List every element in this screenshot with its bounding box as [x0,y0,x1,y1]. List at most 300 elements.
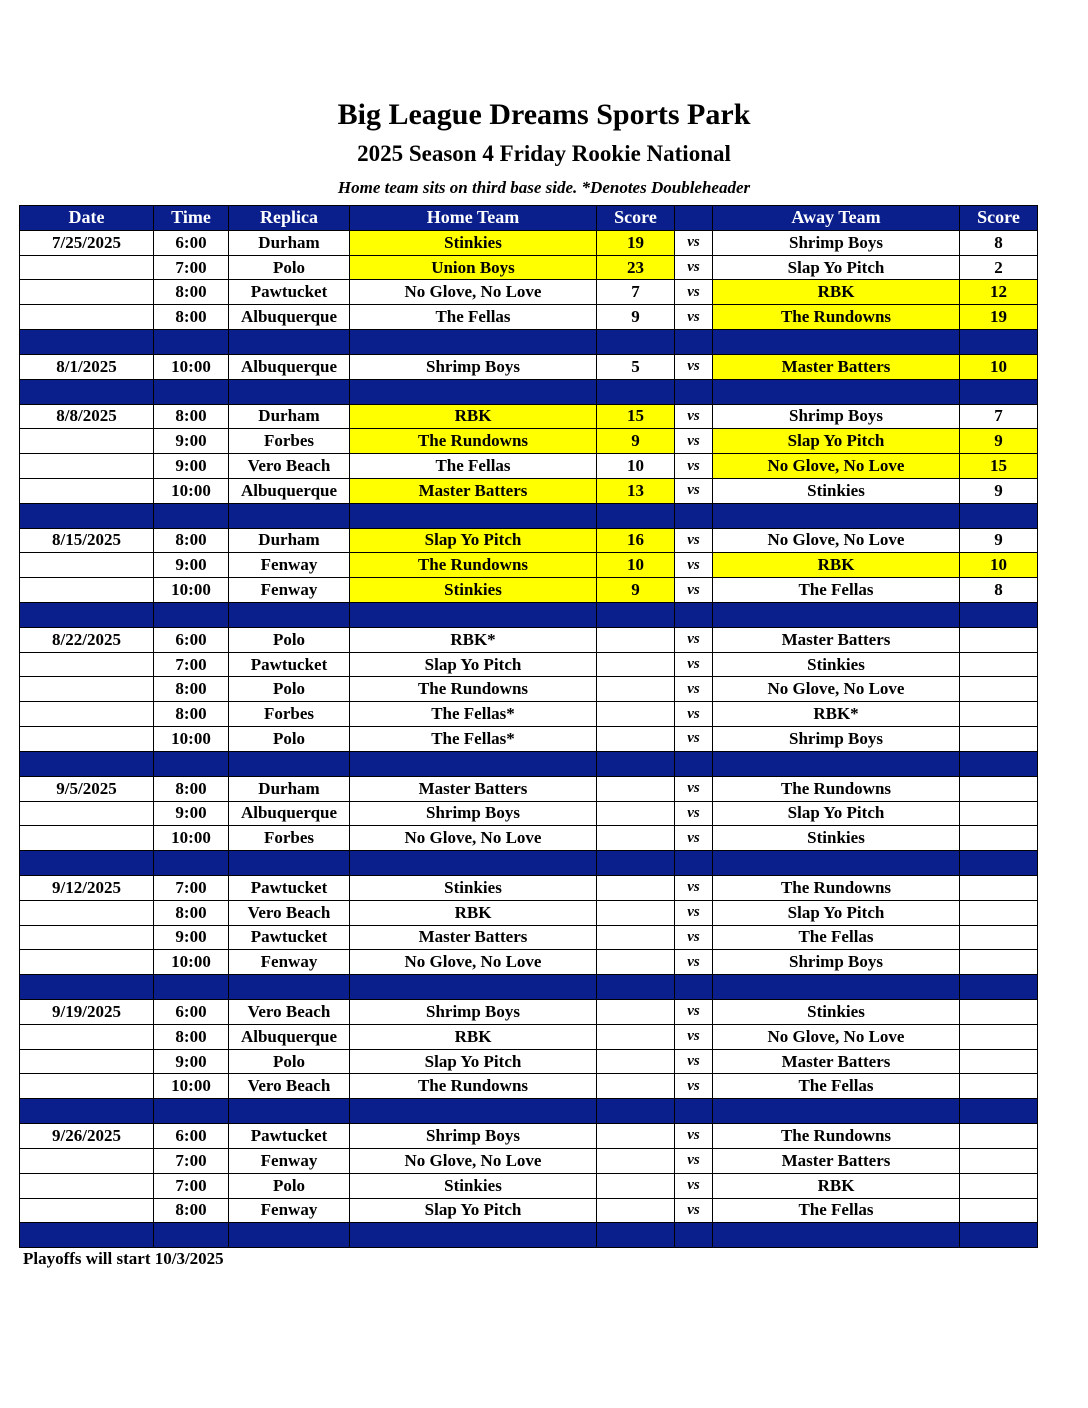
away-team-cell: Stinkies [713,1000,960,1025]
replica-cell: Polo [229,255,350,280]
away-team-cell: Stinkies [713,652,960,677]
separator-cell [154,851,229,876]
vs-label: vs [675,652,713,677]
separator-cell [713,330,960,355]
game-row [20,1124,1038,1149]
separator-cell [20,503,154,528]
time-cell: 7:00 [154,1148,229,1173]
separator-cell [350,851,597,876]
time-cell: 8:00 [154,280,229,305]
separator-cell [960,751,1038,776]
away-team-cell: Shrimp Boys [713,727,960,752]
separator-cell [229,1099,350,1124]
home-score-cell [597,950,675,975]
time-cell: 8:00 [154,776,229,801]
separator-cell [597,330,675,355]
away-team-cell: The Fellas [713,578,960,603]
date-cell [20,801,154,826]
vs-label: vs [675,1148,713,1173]
home-score-cell: 19 [597,230,675,255]
vs-label: vs [675,776,713,801]
away-team-cell: Stinkies [713,826,960,851]
date-cell [20,1148,154,1173]
game-row [20,1173,1038,1198]
away-team-cell: Master Batters [713,1148,960,1173]
away-score-cell [960,875,1038,900]
home-score-cell: 15 [597,404,675,429]
replica-cell: Vero Beach [229,454,350,479]
away-score-cell [960,702,1038,727]
time-cell: 10:00 [154,826,229,851]
vs-label: vs [675,875,713,900]
schedule-body [20,230,1038,1247]
away-team-cell: Slap Yo Pitch [713,801,960,826]
away-team-cell: The Fellas [713,925,960,950]
col-header-away-score: Score [960,206,1038,231]
game-row [20,255,1038,280]
away-team-cell: Slap Yo Pitch [713,429,960,454]
home-score-cell: 9 [597,578,675,603]
replica-cell: Fenway [229,950,350,975]
away-score-cell: 15 [960,454,1038,479]
home-team-cell: The Fellas [350,305,597,330]
game-row [20,627,1038,652]
separator-cell [597,603,675,628]
vs-label: vs [675,578,713,603]
game-row [20,1024,1038,1049]
replica-cell: Durham [229,230,350,255]
date-cell [20,900,154,925]
separator-cell [154,603,229,628]
away-score-cell [960,677,1038,702]
vs-label: vs [675,354,713,379]
separator-cell [675,1099,713,1124]
home-score-cell [597,801,675,826]
home-team-cell: The Rundowns [350,1074,597,1099]
time-cell: 6:00 [154,627,229,652]
vs-label: vs [675,280,713,305]
home-score-cell: 23 [597,255,675,280]
away-team-cell: Shrimp Boys [713,230,960,255]
date-cell [20,727,154,752]
replica-cell: Durham [229,404,350,429]
vs-label: vs [675,553,713,578]
week-separator-row [20,851,1038,876]
away-score-cell [960,1173,1038,1198]
date-cell: 9/12/2025 [20,875,154,900]
separator-cell [350,1099,597,1124]
time-cell: 6:00 [154,230,229,255]
time-cell: 10:00 [154,727,229,752]
away-score-cell [960,727,1038,752]
separator-cell [675,503,713,528]
col-header-replica: Replica [229,206,350,231]
away-team-cell: Master Batters [713,1049,960,1074]
home-score-cell [597,1074,675,1099]
date-cell [20,1024,154,1049]
page-title: Big League Dreams Sports Park [337,98,751,131]
vs-label: vs [675,478,713,503]
vs-label: vs [675,1074,713,1099]
game-row [20,677,1038,702]
time-cell: 8:00 [154,528,229,553]
separator-cell [154,975,229,1000]
away-team-cell: The Rundowns [713,875,960,900]
date-cell [20,255,154,280]
separator-cell [20,1099,154,1124]
game-row [20,801,1038,826]
replica-cell: Polo [229,727,350,752]
home-team-cell: The Fellas* [350,702,597,727]
time-cell: 8:00 [154,305,229,330]
separator-cell [713,603,960,628]
home-team-cell: Slap Yo Pitch [350,652,597,677]
away-score-cell [960,776,1038,801]
separator-cell [229,603,350,628]
vs-label: vs [675,950,713,975]
replica-cell: Pawtucket [229,280,350,305]
date-cell [20,652,154,677]
separator-cell [675,751,713,776]
separator-cell [20,851,154,876]
separator-cell [597,851,675,876]
away-team-cell: Master Batters [713,354,960,379]
home-team-cell: Shrimp Boys [350,1124,597,1149]
home-team-cell: No Glove, No Love [350,280,597,305]
game-row [20,404,1038,429]
away-score-cell: 2 [960,255,1038,280]
game-row [20,1074,1038,1099]
home-score-cell [597,627,675,652]
separator-cell [229,503,350,528]
date-cell: 9/26/2025 [20,1124,154,1149]
separator-cell [154,1099,229,1124]
header-row [20,206,1038,231]
separator-cell [713,379,960,404]
game-row [20,727,1038,752]
away-team-cell: No Glove, No Love [713,454,960,479]
date-cell [20,925,154,950]
replica-cell: Forbes [229,429,350,454]
time-cell: 9:00 [154,454,229,479]
separator-cell [675,975,713,1000]
game-row [20,950,1038,975]
away-team-cell: Shrimp Boys [713,950,960,975]
away-score-cell: 8 [960,230,1038,255]
replica-cell: Pawtucket [229,925,350,950]
home-team-cell: The Rundowns [350,429,597,454]
replica-cell: Forbes [229,826,350,851]
away-score-cell: 19 [960,305,1038,330]
replica-cell: Fenway [229,1148,350,1173]
col-header-away-team: Away Team [713,206,960,231]
time-cell: 9:00 [154,553,229,578]
replica-cell: Albuquerque [229,801,350,826]
replica-cell: Pawtucket [229,1124,350,1149]
home-score-cell [597,1173,675,1198]
playoffs-note: Playoffs will start 10/3/2025 [23,1249,224,1268]
home-score-cell [597,1024,675,1049]
date-cell [20,478,154,503]
separator-cell [597,503,675,528]
game-row [20,1198,1038,1223]
game-row [20,553,1038,578]
separator-cell [350,503,597,528]
date-cell [20,1173,154,1198]
game-row [20,528,1038,553]
away-score-cell: 8 [960,578,1038,603]
away-team-cell: Slap Yo Pitch [713,255,960,280]
separator-cell [960,1223,1038,1248]
separator-cell [713,751,960,776]
date-cell [20,578,154,603]
separator-cell [960,851,1038,876]
away-score-cell [960,1124,1038,1149]
date-cell [20,280,154,305]
game-row [20,1148,1038,1173]
away-team-cell: No Glove, No Love [713,528,960,553]
vs-label: vs [675,1000,713,1025]
away-score-cell: 10 [960,553,1038,578]
separator-cell [20,330,154,355]
replica-cell: Polo [229,627,350,652]
game-row [20,900,1038,925]
replica-cell: Albuquerque [229,478,350,503]
home-score-cell [597,875,675,900]
away-team-cell: RBK [713,553,960,578]
replica-cell: Forbes [229,702,350,727]
home-team-cell: No Glove, No Love [350,1148,597,1173]
separator-cell [154,751,229,776]
replica-cell: Polo [229,1173,350,1198]
replica-cell: Pawtucket [229,875,350,900]
home-score-cell: 7 [597,280,675,305]
replica-cell: Durham [229,528,350,553]
col-header-vs [675,206,713,231]
time-cell: 7:00 [154,875,229,900]
vs-label: vs [675,826,713,851]
game-row [20,578,1038,603]
away-score-cell [960,950,1038,975]
vs-label: vs [675,454,713,479]
separator-cell [350,330,597,355]
home-score-cell [597,900,675,925]
home-score-cell: 13 [597,478,675,503]
away-team-cell: The Rundowns [713,1124,960,1149]
game-row [20,280,1038,305]
home-score-cell [597,677,675,702]
time-cell: 8:00 [154,677,229,702]
vs-label: vs [675,801,713,826]
away-team-cell: The Fellas [713,1074,960,1099]
time-cell: 9:00 [154,925,229,950]
game-row [20,925,1038,950]
home-team-cell: RBK [350,900,597,925]
game-row [20,454,1038,479]
separator-cell [675,330,713,355]
away-score-cell [960,925,1038,950]
away-score-cell: 10 [960,354,1038,379]
home-team-cell: Stinkies [350,1173,597,1198]
game-row [20,702,1038,727]
date-cell [20,1198,154,1223]
page-note: Home team sits on third base side. *Denotes Doubleheader [337,178,751,197]
home-score-cell [597,702,675,727]
home-team-cell: RBK [350,404,597,429]
game-row [20,230,1038,255]
time-cell: 9:00 [154,429,229,454]
home-team-cell: No Glove, No Love [350,826,597,851]
home-team-cell: Stinkies [350,230,597,255]
date-cell [20,677,154,702]
week-separator-row [20,503,1038,528]
replica-cell: Polo [229,677,350,702]
vs-label: vs [675,1198,713,1223]
date-cell [20,305,154,330]
away-team-cell: No Glove, No Love [713,1024,960,1049]
away-score-cell [960,1024,1038,1049]
vs-label: vs [675,528,713,553]
time-cell: 8:00 [154,702,229,727]
week-separator-row [20,1223,1038,1248]
week-separator-row [20,379,1038,404]
separator-cell [350,751,597,776]
home-team-cell: Master Batters [350,925,597,950]
home-score-cell: 9 [597,429,675,454]
home-score-cell [597,1124,675,1149]
game-row [20,305,1038,330]
away-score-cell: 9 [960,528,1038,553]
game-row [20,354,1038,379]
vs-label: vs [675,305,713,330]
separator-cell [960,330,1038,355]
separator-cell [960,603,1038,628]
away-score-cell [960,1198,1038,1223]
page-subtitle: 2025 Season 4 Friday Rookie National [357,141,731,166]
separator-cell [713,503,960,528]
separator-cell [597,1099,675,1124]
vs-label: vs [675,1124,713,1149]
home-score-cell [597,826,675,851]
home-team-cell: Stinkies [350,578,597,603]
separator-cell [960,379,1038,404]
away-team-cell: The Rundowns [713,305,960,330]
home-score-cell [597,727,675,752]
separator-cell [713,851,960,876]
home-team-cell: Shrimp Boys [350,801,597,826]
time-cell: 8:00 [154,1198,229,1223]
time-cell: 10:00 [154,478,229,503]
week-separator-row [20,751,1038,776]
away-team-cell: Shrimp Boys [713,404,960,429]
separator-cell [597,975,675,1000]
date-cell [20,826,154,851]
week-separator-row [20,975,1038,1000]
game-row [20,1049,1038,1074]
vs-label: vs [675,1173,713,1198]
separator-cell [229,851,350,876]
separator-cell [20,379,154,404]
home-team-cell: Shrimp Boys [350,1000,597,1025]
away-team-cell: RBK* [713,702,960,727]
separator-cell [20,975,154,1000]
replica-cell: Vero Beach [229,1000,350,1025]
away-score-cell [960,627,1038,652]
away-team-cell: The Rundowns [713,776,960,801]
separator-cell [960,975,1038,1000]
replica-cell: Fenway [229,578,350,603]
game-row [20,478,1038,503]
separator-cell [350,379,597,404]
time-cell: 9:00 [154,1049,229,1074]
vs-label: vs [675,702,713,727]
week-separator-row [20,603,1038,628]
home-score-cell: 10 [597,553,675,578]
away-score-cell [960,1049,1038,1074]
vs-label: vs [675,627,713,652]
home-team-cell: Master Batters [350,776,597,801]
vs-label: vs [675,429,713,454]
separator-cell [713,1099,960,1124]
away-score-cell [960,1000,1038,1025]
time-cell: 10:00 [154,578,229,603]
replica-cell: Polo [229,1049,350,1074]
time-cell: 6:00 [154,1000,229,1025]
separator-cell [675,603,713,628]
away-score-cell [960,801,1038,826]
game-row [20,429,1038,454]
away-score-cell: 7 [960,404,1038,429]
separator-cell [20,751,154,776]
home-score-cell [597,1000,675,1025]
home-team-cell: Slap Yo Pitch [350,1198,597,1223]
time-cell: 7:00 [154,255,229,280]
date-cell [20,553,154,578]
home-score-cell [597,1148,675,1173]
separator-cell [675,1223,713,1248]
vs-label: vs [675,1024,713,1049]
home-team-cell: No Glove, No Love [350,950,597,975]
vs-label: vs [675,230,713,255]
game-row [20,776,1038,801]
col-header-date: Date [20,206,154,231]
separator-cell [597,751,675,776]
home-score-cell [597,776,675,801]
date-cell: 8/22/2025 [20,627,154,652]
replica-cell: Fenway [229,553,350,578]
away-score-cell [960,900,1038,925]
date-cell: 8/1/2025 [20,354,154,379]
separator-cell [154,330,229,355]
home-score-cell [597,925,675,950]
away-team-cell: RBK [713,280,960,305]
time-cell: 8:00 [154,404,229,429]
game-row [20,826,1038,851]
time-cell: 10:00 [154,1074,229,1099]
replica-cell: Fenway [229,1198,350,1223]
away-score-cell: 9 [960,429,1038,454]
away-score-cell [960,1148,1038,1173]
week-separator-row [20,330,1038,355]
home-score-cell [597,1198,675,1223]
separator-cell [675,379,713,404]
away-score-cell: 9 [960,478,1038,503]
replica-cell: Albuquerque [229,1024,350,1049]
away-team-cell: Stinkies [713,478,960,503]
replica-cell: Albuquerque [229,305,350,330]
separator-cell [597,1223,675,1248]
time-cell: 8:00 [154,1024,229,1049]
